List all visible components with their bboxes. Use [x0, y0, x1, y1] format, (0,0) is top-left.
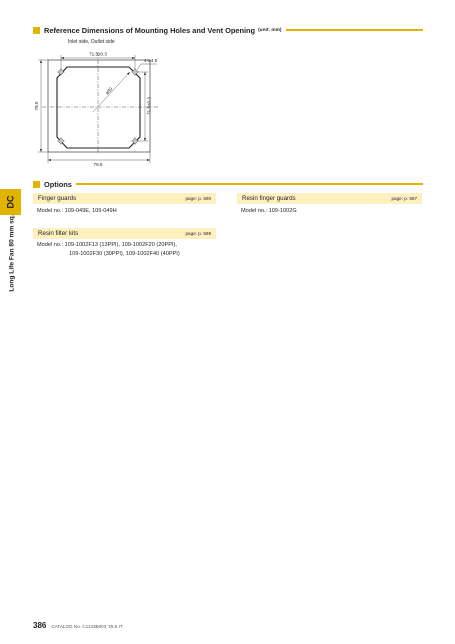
dim-diameter-label: ø80 — [104, 86, 114, 96]
mounting-dimension-diagram — [30, 48, 165, 166]
section-marker — [33, 181, 40, 188]
option-model-number-continued: 109-1002F30 (30PPI), 109-1002F40 (40PPI) — [69, 251, 180, 257]
option-finger-guards — [33, 193, 216, 204]
option-resin-filter-kits — [33, 228, 216, 239]
section-rule — [286, 29, 423, 31]
section-title: Options — [44, 179, 72, 189]
page-number: 386 — [33, 621, 47, 630]
side-tab-dc: DC — [0, 189, 21, 215]
option-name: Resin finger guards — [242, 195, 296, 202]
option-page-link[interactable]: page: p. 597 — [391, 196, 417, 201]
section-rule — [76, 183, 423, 185]
page-footer — [33, 621, 123, 630]
option-resin-finger-guards — [237, 193, 422, 204]
dim-holes-label: 4-ø4.5 — [144, 58, 158, 63]
catalog-number: CATALOG No. C1143B003 '25.5 IT — [51, 624, 123, 629]
option-model-number: Model no.: 109-1002F13 (13PPI), 109-1002F20 (20PPI), — [37, 242, 177, 248]
dim-bottom-label: 78.5 — [93, 162, 103, 166]
option-page-link[interactable]: page: p. 590 — [185, 196, 211, 201]
option-name: Resin filter kits — [38, 230, 79, 237]
vent-opening — [57, 67, 140, 148]
section-header-dimensions — [33, 25, 423, 35]
option-page-link[interactable]: page: p. 599 — [185, 231, 211, 236]
diagram-caption: Inlet side, Outlet side — [68, 39, 115, 45]
section-marker — [33, 27, 40, 34]
option-name: Finger guards — [38, 195, 77, 202]
option-model-number: Model no.: 109-1002G — [241, 208, 297, 214]
dim-top-label: 71.5±0.3 — [89, 51, 107, 57]
section-unit: (unit: mm) — [258, 27, 282, 33]
section-title: Reference Dimensions of Mounting Holes and Vent Opening — [44, 25, 256, 35]
dim-right-label: 71.5±0.3 — [146, 97, 152, 115]
option-model-number: Model no.: 109-049E, 109-049H — [37, 208, 117, 214]
dim-left-label: 78.5 — [34, 101, 39, 111]
section-header-options — [33, 179, 423, 189]
